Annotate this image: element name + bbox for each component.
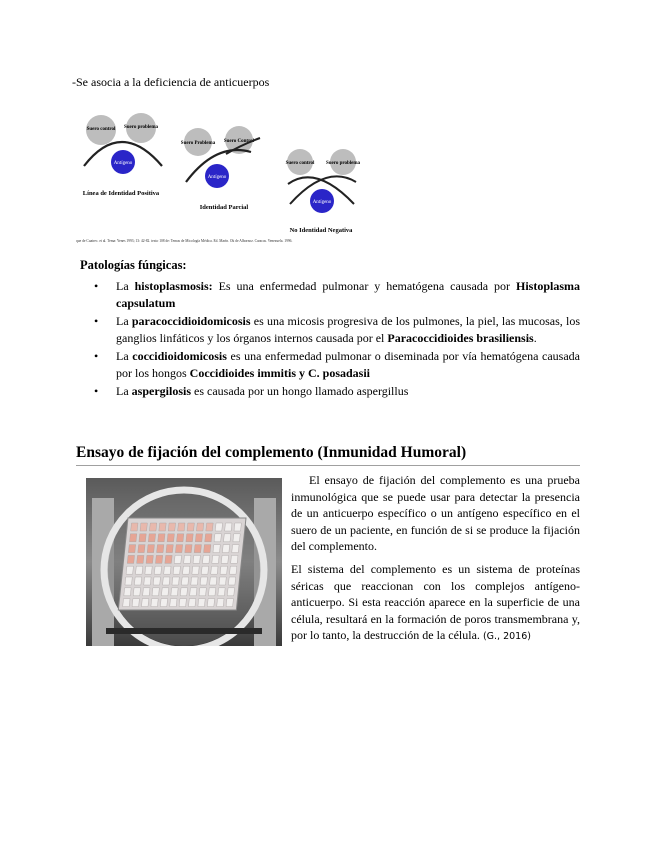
figure-caption: Identidad Parcial bbox=[199, 204, 249, 211]
plate-well bbox=[160, 599, 167, 607]
microplate-image bbox=[86, 478, 282, 646]
plate-well bbox=[180, 588, 187, 596]
citation: (G., 2016) bbox=[482, 631, 531, 642]
plate-well bbox=[190, 588, 197, 596]
plate-well bbox=[129, 534, 136, 542]
plate-well bbox=[223, 534, 230, 542]
plate-well bbox=[225, 523, 232, 531]
plate-well bbox=[166, 545, 173, 553]
plate-well bbox=[164, 566, 171, 574]
item-organism: Paracoccidioides brasiliensis bbox=[387, 330, 534, 345]
plate-well bbox=[173, 566, 180, 574]
plate-well bbox=[171, 588, 178, 596]
plate-well bbox=[167, 534, 174, 542]
well-label: Suero control bbox=[86, 127, 116, 132]
plate-well bbox=[127, 555, 134, 563]
plate-well bbox=[146, 555, 153, 563]
plate-well bbox=[133, 588, 140, 596]
plate-well bbox=[172, 577, 179, 585]
plate-well bbox=[143, 588, 150, 596]
plate-well bbox=[186, 534, 193, 542]
antigen-label: Antígeno bbox=[312, 200, 332, 205]
plate-well bbox=[193, 555, 200, 563]
figure-caption: No Identidad Negativa bbox=[289, 227, 353, 234]
section-heading: Ensayo de fijación del complemento (Inmunidad Humoral) bbox=[76, 444, 467, 461]
item-text: La bbox=[116, 314, 132, 328]
item-term: aspergilosis bbox=[131, 384, 191, 398]
bullet-icon: • bbox=[94, 349, 99, 363]
section-title: Patologías fúngicas: bbox=[80, 258, 187, 272]
plate-well bbox=[204, 545, 211, 553]
plate-well bbox=[141, 599, 148, 607]
plate-well bbox=[206, 523, 213, 531]
plate-well bbox=[178, 523, 185, 531]
base-bar bbox=[106, 628, 262, 634]
plate-well bbox=[163, 577, 170, 585]
plate-well bbox=[214, 534, 221, 542]
plate-well bbox=[196, 523, 203, 531]
plate-well bbox=[205, 534, 212, 542]
plate-body bbox=[118, 518, 246, 610]
plate-well bbox=[185, 545, 192, 553]
plate-well bbox=[187, 523, 194, 531]
item-text: Es una enfermedad pulmonar y hematógena causada por bbox=[212, 279, 516, 293]
plate-well bbox=[199, 588, 206, 596]
plate-well bbox=[175, 545, 182, 553]
well-label: Suero Control bbox=[223, 139, 255, 144]
item-text: La bbox=[116, 349, 133, 363]
item-text: La bbox=[116, 384, 132, 398]
plate-well bbox=[168, 523, 175, 531]
plate-well bbox=[200, 577, 207, 585]
well-label: Suero control bbox=[285, 161, 315, 166]
plate-well bbox=[176, 534, 183, 542]
plate-well bbox=[170, 599, 177, 607]
figure-caption: Línea de Identidad Positiva bbox=[82, 190, 160, 197]
heading-rule bbox=[76, 465, 580, 466]
plate-well bbox=[221, 555, 228, 563]
plate-well bbox=[174, 555, 181, 563]
microplate bbox=[118, 518, 246, 610]
plate-well bbox=[158, 534, 165, 542]
plate-well bbox=[144, 577, 151, 585]
plate-well bbox=[198, 599, 205, 607]
plate-well bbox=[182, 566, 189, 574]
figure-source: que de Cuatrec. et al. Tema: Yenes 1993; 13: 42-82. texto 108 de: Temas de Micología Médica. Ed. Marín. Ok de Albornoz. Caracas. Venezuela. 1996. bbox=[76, 239, 293, 243]
paragraph-2 bbox=[291, 561, 580, 646]
plate-well bbox=[227, 588, 234, 596]
plate-well bbox=[202, 555, 209, 563]
plate-well bbox=[208, 588, 215, 596]
item-text: es una micosis progresiva de los pulmones, la piel, las mucosas, los ganglios linfáticos y los órganos internos causada por el bbox=[116, 314, 581, 345]
plate-well bbox=[231, 555, 238, 563]
plate-well bbox=[152, 588, 159, 596]
plate-well bbox=[218, 588, 225, 596]
plate-well bbox=[184, 555, 191, 563]
plate-well bbox=[195, 534, 202, 542]
plate-well bbox=[234, 523, 241, 531]
plate-well bbox=[134, 577, 141, 585]
plate-well bbox=[210, 577, 217, 585]
plate-well bbox=[219, 577, 226, 585]
list-item bbox=[80, 278, 580, 311]
list-item bbox=[80, 383, 580, 400]
plate-well bbox=[161, 588, 168, 596]
plate-well bbox=[137, 555, 144, 563]
plate-well bbox=[145, 566, 152, 574]
plate-well bbox=[155, 555, 162, 563]
item-term: coccidioidomicosis bbox=[132, 349, 227, 363]
plate-well bbox=[220, 566, 227, 574]
plate-well bbox=[188, 599, 195, 607]
list-item bbox=[80, 348, 580, 381]
item-term: histoplasmosis: bbox=[134, 279, 213, 293]
plate-well bbox=[135, 566, 142, 574]
item-text: es una enfermedad pulmonar o diseminada por vía hematógena causada por los hongos bbox=[116, 349, 580, 380]
plate-well bbox=[192, 566, 199, 574]
plate-well bbox=[179, 599, 186, 607]
item-organism: Coccidioides immitis y C. posadasii bbox=[189, 365, 371, 380]
plate-well bbox=[124, 588, 131, 596]
plate-well bbox=[212, 555, 219, 563]
antigen-label: Antígeno bbox=[113, 161, 133, 166]
plate-well bbox=[149, 523, 156, 531]
item-text: es causada por un hongo llamado aspergillus bbox=[191, 384, 409, 398]
plate-well bbox=[228, 577, 235, 585]
item-text: . bbox=[533, 330, 537, 345]
plate-well bbox=[191, 577, 198, 585]
plate-well bbox=[229, 566, 236, 574]
plate-well bbox=[233, 534, 240, 542]
plate-well bbox=[148, 534, 155, 542]
plate-well bbox=[126, 566, 133, 574]
plate-well bbox=[159, 523, 166, 531]
plate-well bbox=[140, 523, 147, 531]
plate-well bbox=[138, 545, 145, 553]
plate-well bbox=[153, 577, 160, 585]
plate-well bbox=[125, 577, 132, 585]
plate-well bbox=[157, 545, 164, 553]
plate-well bbox=[128, 545, 135, 553]
paragraph-1: El ensayo de fijación del complemento es una prueba inmunológica que se puede usar para detectar la presencia de un anticuerpo específico o un antígeno específico en el suero de un paciente, en función de si se produce la fijación del complemento. bbox=[291, 473, 580, 553]
list-item bbox=[80, 313, 580, 346]
plate-well bbox=[131, 523, 138, 531]
plate-well bbox=[213, 545, 220, 553]
plate-well bbox=[211, 566, 218, 574]
plate-well bbox=[215, 523, 222, 531]
well-label: Suero problema bbox=[325, 161, 361, 166]
pathology-list bbox=[80, 278, 580, 402]
immunodiffusion-figure bbox=[76, 100, 396, 250]
bullet-icon: • bbox=[94, 279, 99, 293]
item-term: paracoccidioidomicosis bbox=[131, 314, 251, 328]
plate-well bbox=[123, 599, 130, 607]
plate-well bbox=[207, 599, 214, 607]
antigen-label: Antígeno bbox=[207, 175, 227, 180]
paragraph-2-text: El sistema del complemento es un sistema de proteínas séricas que reaccionan con los complejos antígeno-anticuerpo. Si esta reacción aparece en la superficie de una célula, resultará en la formación de poros transmembrana y, por lo tanto, la destrucción de la célula. bbox=[291, 562, 580, 642]
plate-well bbox=[151, 599, 158, 607]
plate-well bbox=[147, 545, 154, 553]
plate-well bbox=[194, 545, 201, 553]
plate-well bbox=[154, 566, 161, 574]
plate-well bbox=[139, 534, 146, 542]
plate-well bbox=[232, 545, 239, 553]
item-text: La bbox=[116, 279, 135, 293]
intro-text: -Se asocia a la deficiencia de anticuerpos bbox=[72, 75, 270, 89]
bullet-icon: • bbox=[94, 384, 99, 398]
well-label: Suero problema bbox=[123, 125, 159, 130]
item-organism: Histoplasma capsulatum bbox=[116, 279, 581, 310]
plate-well bbox=[217, 599, 224, 607]
plate-well bbox=[226, 599, 233, 607]
plate-well bbox=[181, 577, 188, 585]
well-label: Suero Problema bbox=[180, 141, 216, 146]
plate-well bbox=[222, 545, 229, 553]
plate-well bbox=[132, 599, 139, 607]
microplate-photo bbox=[86, 478, 282, 646]
immunodiffusion-diagram bbox=[76, 100, 396, 250]
plate-well bbox=[201, 566, 208, 574]
plate-well bbox=[165, 555, 172, 563]
bullet-icon: • bbox=[94, 314, 99, 328]
